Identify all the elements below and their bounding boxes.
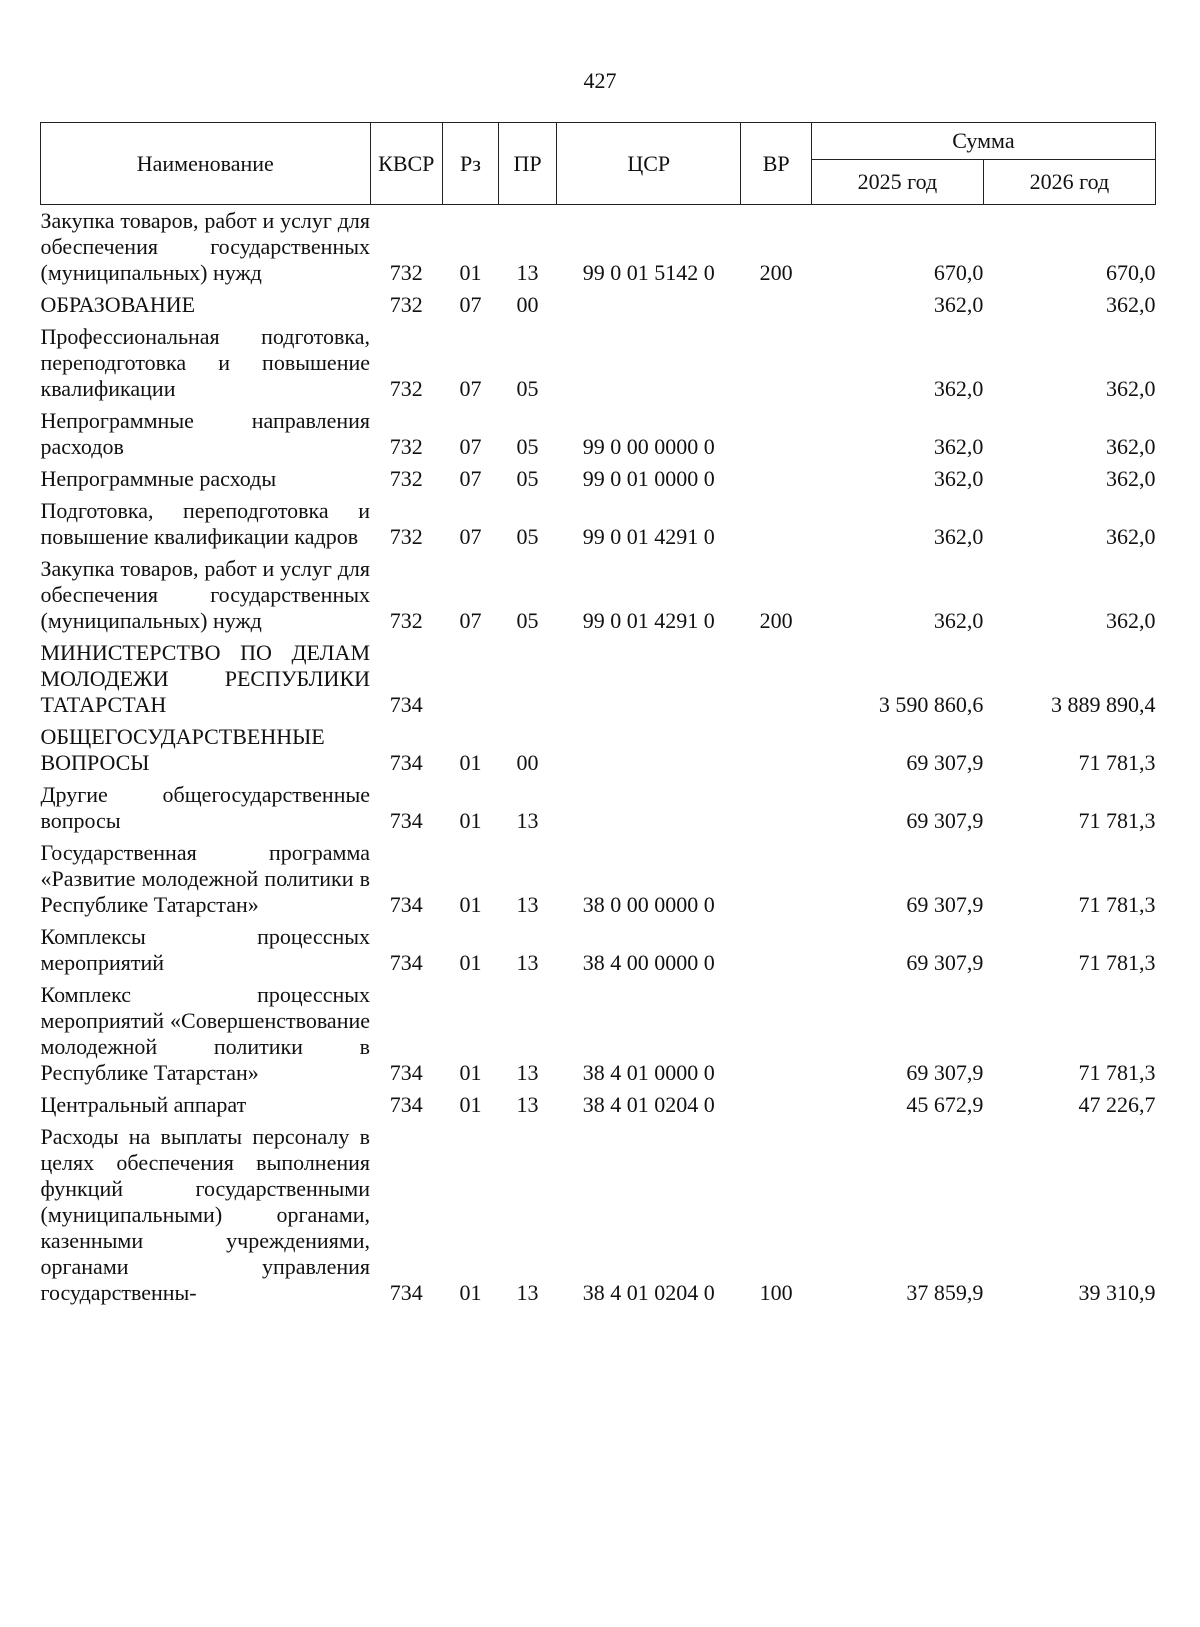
- row-sum-2025: 69 307,9: [906, 808, 984, 833]
- row-sum-2026: 670,0: [1106, 260, 1156, 285]
- row-sum-2026: 362,0: [1106, 524, 1156, 549]
- row-sum-2025: 45 672,9: [906, 1092, 984, 1117]
- row-name: Непрограммные расходы: [40, 466, 277, 491]
- row-rz: 01: [459, 1060, 482, 1085]
- table-row: [41, 289, 1156, 321]
- row-sum-2026: 362,0: [1106, 292, 1156, 317]
- row-pr: 00: [516, 292, 539, 317]
- row-pr: 13: [516, 1060, 539, 1085]
- row-sum-2025: 69 307,9: [906, 750, 984, 775]
- row-sum-2025: 362,0: [933, 434, 984, 459]
- page-number: 427: [583, 68, 617, 93]
- row-vr: 200: [759, 608, 793, 633]
- table-row: [41, 637, 1156, 721]
- row-kvsr: 732: [389, 524, 423, 549]
- row-name: Профессиональная подготовка, переподготовка и повышение квалификации: [40, 324, 371, 401]
- table-row: [41, 721, 1156, 779]
- row-sum-2026: 3 889 890,4: [1051, 692, 1156, 717]
- row-kvsr: 732: [389, 376, 423, 401]
- row-kvsr: 734: [389, 892, 423, 917]
- table-row: [41, 553, 1156, 637]
- row-name: Расходы на выплаты персоналу в целях обеспечения выполнения функций государственными (муниципальными) органами, казенными учреждениями, органами управления государственны-: [40, 1124, 371, 1305]
- table-row: [41, 837, 1156, 921]
- row-sum-2026: 362,0: [1106, 434, 1156, 459]
- row-pr: 05: [516, 524, 539, 549]
- row-csr: 99 0 00 0000 0: [582, 434, 715, 459]
- row-rz: 07: [459, 292, 482, 317]
- row-pr: 13: [516, 808, 539, 833]
- row-kvsr: 732: [389, 292, 423, 317]
- row-vr: [741, 637, 811, 721]
- row-kvsr: 734: [389, 1092, 423, 1117]
- budget-table: [40, 122, 1156, 1309]
- row-sum-2025: 37 859,9: [906, 1280, 984, 1305]
- row-pr: 05: [516, 376, 539, 401]
- table-row: [41, 463, 1156, 495]
- header-rz: Рз: [443, 123, 499, 205]
- row-vr: [741, 779, 811, 837]
- row-csr: 99 0 01 4291 0: [582, 524, 715, 549]
- row-sum-2025: 362,0: [933, 608, 984, 633]
- header-vr: ВР: [741, 123, 811, 205]
- row-pr: 05: [516, 608, 539, 633]
- row-rz: 01: [459, 808, 482, 833]
- table-row: [41, 921, 1156, 979]
- row-csr: 99 0 01 0000 0: [582, 466, 715, 491]
- row-sum-2025: 362,0: [933, 466, 984, 491]
- row-kvsr: 732: [389, 608, 423, 633]
- row-name: Закупка товаров, работ и услуг для обеспечения государственных (муниципальных) нужд: [40, 556, 371, 633]
- row-sum-2026: 71 781,3: [1078, 1060, 1156, 1085]
- row-name: Другие общегосударственные вопросы: [40, 782, 371, 833]
- row-vr: 200: [759, 260, 793, 285]
- row-rz: 01: [459, 892, 482, 917]
- row-sum-2025: 362,0: [933, 376, 984, 401]
- row-csr: 99 0 01 5142 0: [582, 260, 715, 285]
- row-name: ОБЩЕГОСУДАРСТВЕННЫЕ ВОПРОСЫ: [40, 724, 325, 775]
- row-vr: [741, 921, 811, 979]
- row-csr: [557, 779, 741, 837]
- table-row: [41, 405, 1156, 463]
- row-sum-2025: 69 307,9: [906, 950, 984, 975]
- row-name: ОБРАЗОВАНИЕ: [40, 292, 196, 317]
- header-name: Наименование: [41, 123, 371, 205]
- row-sum-2026: 71 781,3: [1078, 950, 1156, 975]
- row-rz: [443, 637, 499, 721]
- row-sum-2026: 71 781,3: [1078, 808, 1156, 833]
- row-vr: 100: [759, 1280, 793, 1305]
- row-sum-2025: 362,0: [933, 524, 984, 549]
- row-vr: [741, 495, 811, 553]
- row-vr: [741, 463, 811, 495]
- table-row: [41, 779, 1156, 837]
- table-row: [41, 495, 1156, 553]
- row-vr: [741, 405, 811, 463]
- row-pr: 13: [516, 1092, 539, 1117]
- header-2026: 2026 год: [983, 160, 1155, 205]
- row-vr: [741, 289, 811, 321]
- row-rz: 01: [459, 1092, 482, 1117]
- row-name: Государственная программа «Развитие молодежной политики в Республике Татарстан»: [40, 840, 371, 917]
- row-vr: [741, 321, 811, 405]
- row-csr: 38 4 01 0204 0: [582, 1092, 715, 1117]
- row-rz: 01: [459, 260, 482, 285]
- row-sum-2026: 362,0: [1106, 466, 1156, 491]
- row-vr: [741, 837, 811, 921]
- row-name: Центральный аппарат: [40, 1092, 247, 1117]
- row-name: Закупка товаров, работ и услуг для обеспечения государственных (муниципальных) нужд: [40, 208, 371, 285]
- row-pr: 13: [516, 260, 539, 285]
- row-sum-2025: 69 307,9: [906, 1060, 984, 1085]
- row-sum-2026: 362,0: [1106, 376, 1156, 401]
- row-sum-2026: 47 226,7: [1078, 1092, 1156, 1117]
- row-pr: 00: [516, 750, 539, 775]
- header-csr: ЦСР: [557, 123, 741, 205]
- header-pr: ПР: [499, 123, 557, 205]
- row-pr: 13: [516, 1280, 539, 1305]
- table-row: [41, 321, 1156, 405]
- row-name: Подготовка, переподготовка и повышение квалификации кадров: [40, 498, 371, 549]
- row-vr: [741, 979, 811, 1089]
- row-csr: 38 4 00 0000 0: [582, 950, 715, 975]
- row-pr: 05: [516, 434, 539, 459]
- row-sum-2025: 3 590 860,6: [878, 692, 984, 717]
- row-vr: [741, 721, 811, 779]
- row-sum-2026: 362,0: [1106, 608, 1156, 633]
- row-kvsr: 734: [389, 808, 423, 833]
- table-row: [41, 1121, 1156, 1309]
- header-sum: Сумма: [811, 123, 1155, 160]
- row-rz: 07: [459, 608, 482, 633]
- row-rz: 01: [459, 1280, 482, 1305]
- row-vr: [741, 1089, 811, 1121]
- row-csr: 99 0 01 4291 0: [582, 608, 715, 633]
- row-kvsr: 734: [389, 950, 423, 975]
- row-pr: [499, 637, 557, 721]
- table-row: [41, 205, 1156, 290]
- row-rz: 07: [459, 434, 482, 459]
- row-kvsr: 732: [389, 434, 423, 459]
- row-csr: [557, 721, 741, 779]
- row-sum-2026: 71 781,3: [1078, 892, 1156, 917]
- table-row: [41, 1089, 1156, 1121]
- row-kvsr: 734: [389, 750, 423, 775]
- row-rz: 01: [459, 950, 482, 975]
- row-pr: 13: [516, 950, 539, 975]
- row-csr: [557, 289, 741, 321]
- row-name: Непрограммные направления расходов: [40, 408, 371, 459]
- row-name: Комплекс процессных мероприятий «Совершенствование молодежной политики в Республике Татарстан»: [40, 982, 371, 1085]
- row-sum-2025: 69 307,9: [906, 892, 984, 917]
- row-csr: 38 0 00 0000 0: [582, 892, 715, 917]
- row-pr: 05: [516, 466, 539, 491]
- header-kvsr: КВСР: [370, 123, 443, 205]
- row-kvsr: 734: [389, 1280, 423, 1305]
- row-csr: 38 4 01 0000 0: [582, 1060, 715, 1085]
- row-csr: 38 4 01 0204 0: [582, 1280, 715, 1305]
- row-sum-2025: 362,0: [933, 292, 984, 317]
- row-rz: 07: [459, 376, 482, 401]
- table-body: [41, 205, 1156, 1310]
- header-2025: 2025 год: [811, 160, 983, 205]
- row-name: Комплексы процессных мероприятий: [40, 924, 371, 975]
- row-sum-2026: 39 310,9: [1078, 1280, 1156, 1305]
- row-pr: 13: [516, 892, 539, 917]
- row-rz: 07: [459, 524, 482, 549]
- row-name: МИНИСТЕРСТВО ПО ДЕЛАМ МОЛОДЕЖИ РЕСПУБЛИКИ ТАТАРСТАН: [40, 640, 371, 717]
- table-row: [41, 979, 1156, 1089]
- row-csr: [557, 321, 741, 405]
- row-kvsr: 732: [389, 466, 423, 491]
- row-rz: 01: [459, 750, 482, 775]
- row-kvsr: 734: [389, 692, 423, 717]
- row-csr: [557, 637, 741, 721]
- row-kvsr: 732: [389, 260, 423, 285]
- row-kvsr: 734: [389, 1060, 423, 1085]
- row-sum-2025: 670,0: [933, 260, 984, 285]
- row-sum-2026: 71 781,3: [1078, 750, 1156, 775]
- row-rz: 07: [459, 466, 482, 491]
